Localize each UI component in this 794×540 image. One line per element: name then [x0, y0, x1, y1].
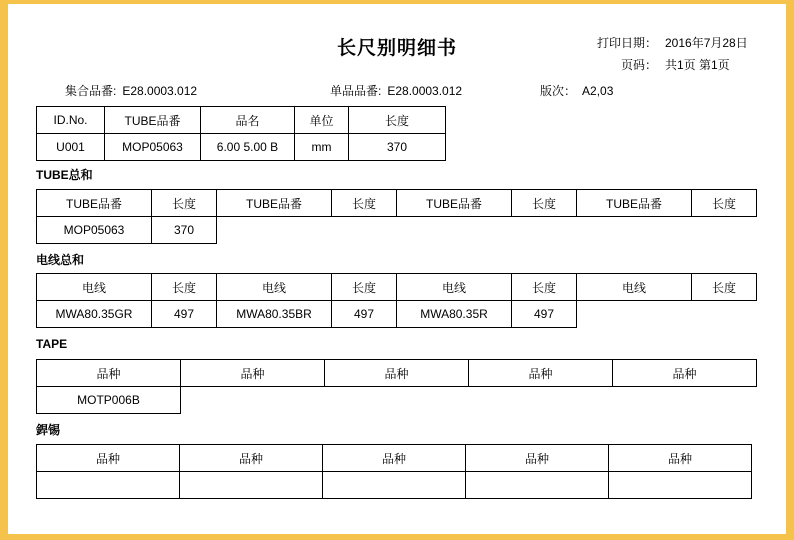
table-header-cell: 品种: [613, 360, 757, 387]
main-table: [36, 106, 446, 161]
table-cell: [180, 472, 323, 499]
table-cell: U001: [37, 134, 105, 161]
set-part-label: 集合品番:: [65, 84, 117, 98]
tape-header-row: [37, 360, 757, 387]
tube-summary-table: [36, 189, 757, 244]
table-cell: 497: [512, 301, 577, 328]
set-part-value: E28.0003.012: [122, 84, 198, 98]
table-header-cell: 长度: [332, 274, 397, 301]
table-header-cell: 长度: [152, 274, 217, 301]
table-cell: 6.00 5.00 B: [201, 134, 295, 161]
print-date-label: 打印日期：: [596, 36, 657, 50]
table-cell: 497: [332, 301, 397, 328]
empty-cell: [692, 301, 757, 328]
table-header-cell: ID.No.: [37, 107, 105, 134]
empty-cell: [613, 387, 757, 414]
table-cell: [466, 472, 609, 499]
empty-cell: [217, 217, 332, 244]
table-header-cell: 品种: [180, 445, 323, 472]
wire-summary-table: [36, 273, 757, 328]
table-cell: 370: [152, 217, 217, 244]
table-row: [37, 387, 757, 414]
table-row: [37, 301, 757, 328]
empty-cell: [397, 217, 512, 244]
table-cell: MWA80.35BR: [217, 301, 332, 328]
table-cell: [323, 472, 466, 499]
table-header-cell: 品种: [181, 360, 325, 387]
table-header-cell: TUBE品番: [105, 107, 201, 134]
revision-value: A2,03: [582, 84, 614, 98]
page-number-value: 共1页 第1页: [665, 58, 730, 72]
table-cell: MWA80.35R: [397, 301, 512, 328]
table-header-cell: 长度: [332, 190, 397, 217]
page-number-label: 页码：: [620, 58, 657, 72]
table-header-cell: 品种: [469, 360, 613, 387]
empty-cell: [469, 387, 613, 414]
table-header-cell: 长度: [692, 274, 757, 301]
table-row: [37, 472, 752, 499]
table-header-cell: TUBE品番: [37, 190, 152, 217]
table-header-cell: 长度: [349, 107, 446, 134]
table-header-cell: 电线: [217, 274, 332, 301]
solder-table: [36, 444, 752, 499]
empty-cell: [692, 217, 757, 244]
table-cell: MOP05063: [37, 217, 152, 244]
set-part-number: [65, 82, 197, 99]
table-header-cell: 单位: [295, 107, 349, 134]
section-title-solder: 銲锡: [36, 423, 61, 437]
table-header-cell: 品种: [609, 445, 752, 472]
table-header-cell: TUBE品番: [217, 190, 332, 217]
table-row: [37, 134, 446, 161]
main-table-header-row: [37, 107, 446, 134]
solder-header-row: [37, 445, 752, 472]
table-cell: mm: [295, 134, 349, 161]
section-title-tube-summary: TUBE总和: [36, 168, 93, 182]
table-header-cell: 品种: [466, 445, 609, 472]
tube-summary-header-row: [37, 190, 757, 217]
unit-part-label: 单品品番:: [330, 84, 382, 98]
table-header-cell: TUBE品番: [577, 190, 692, 217]
table-header-cell: 长度: [512, 190, 577, 217]
empty-cell: [577, 217, 692, 244]
empty-cell: [332, 217, 397, 244]
table-header-cell: 长度: [152, 190, 217, 217]
unit-part-value: E28.0003.012: [387, 84, 463, 98]
empty-cell: [577, 301, 692, 328]
table-header-cell: 品种: [37, 360, 181, 387]
table-cell: MWA80.35GR: [37, 301, 152, 328]
revision: [540, 82, 613, 99]
table-header-cell: 品种: [37, 445, 180, 472]
table-cell: MOTP006B: [37, 387, 181, 414]
unit-part-number: [330, 82, 462, 99]
table-header-cell: 电线: [37, 274, 152, 301]
table-header-cell: 长度: [512, 274, 577, 301]
table-row: [37, 217, 757, 244]
empty-cell: [325, 387, 469, 414]
table-cell: [609, 472, 752, 499]
table-cell: 497: [152, 301, 217, 328]
table-header-cell: 品名: [201, 107, 295, 134]
table-header-cell: 电线: [397, 274, 512, 301]
print-info-block: [577, 34, 767, 73]
section-title-wire-summary: 电线总和: [36, 253, 85, 267]
empty-cell: [181, 387, 325, 414]
revision-label: 版次：: [540, 84, 577, 98]
table-cell: [37, 472, 180, 499]
table-header-cell: TUBE品番: [397, 190, 512, 217]
table-cell: MOP05063: [105, 134, 201, 161]
wire-summary-header-row: [37, 274, 757, 301]
table-header-cell: 品种: [325, 360, 469, 387]
table-header-cell: 品种: [323, 445, 466, 472]
table-header-cell: 电线: [577, 274, 692, 301]
empty-cell: [512, 217, 577, 244]
table-header-cell: 长度: [692, 190, 757, 217]
print-date-value: 2016年7月28日: [665, 36, 748, 50]
table-cell: 370: [349, 134, 446, 161]
section-title-tape: TAPE: [36, 337, 68, 351]
page-title: 长尺别明细书: [336, 38, 457, 59]
tape-table: [36, 359, 757, 414]
